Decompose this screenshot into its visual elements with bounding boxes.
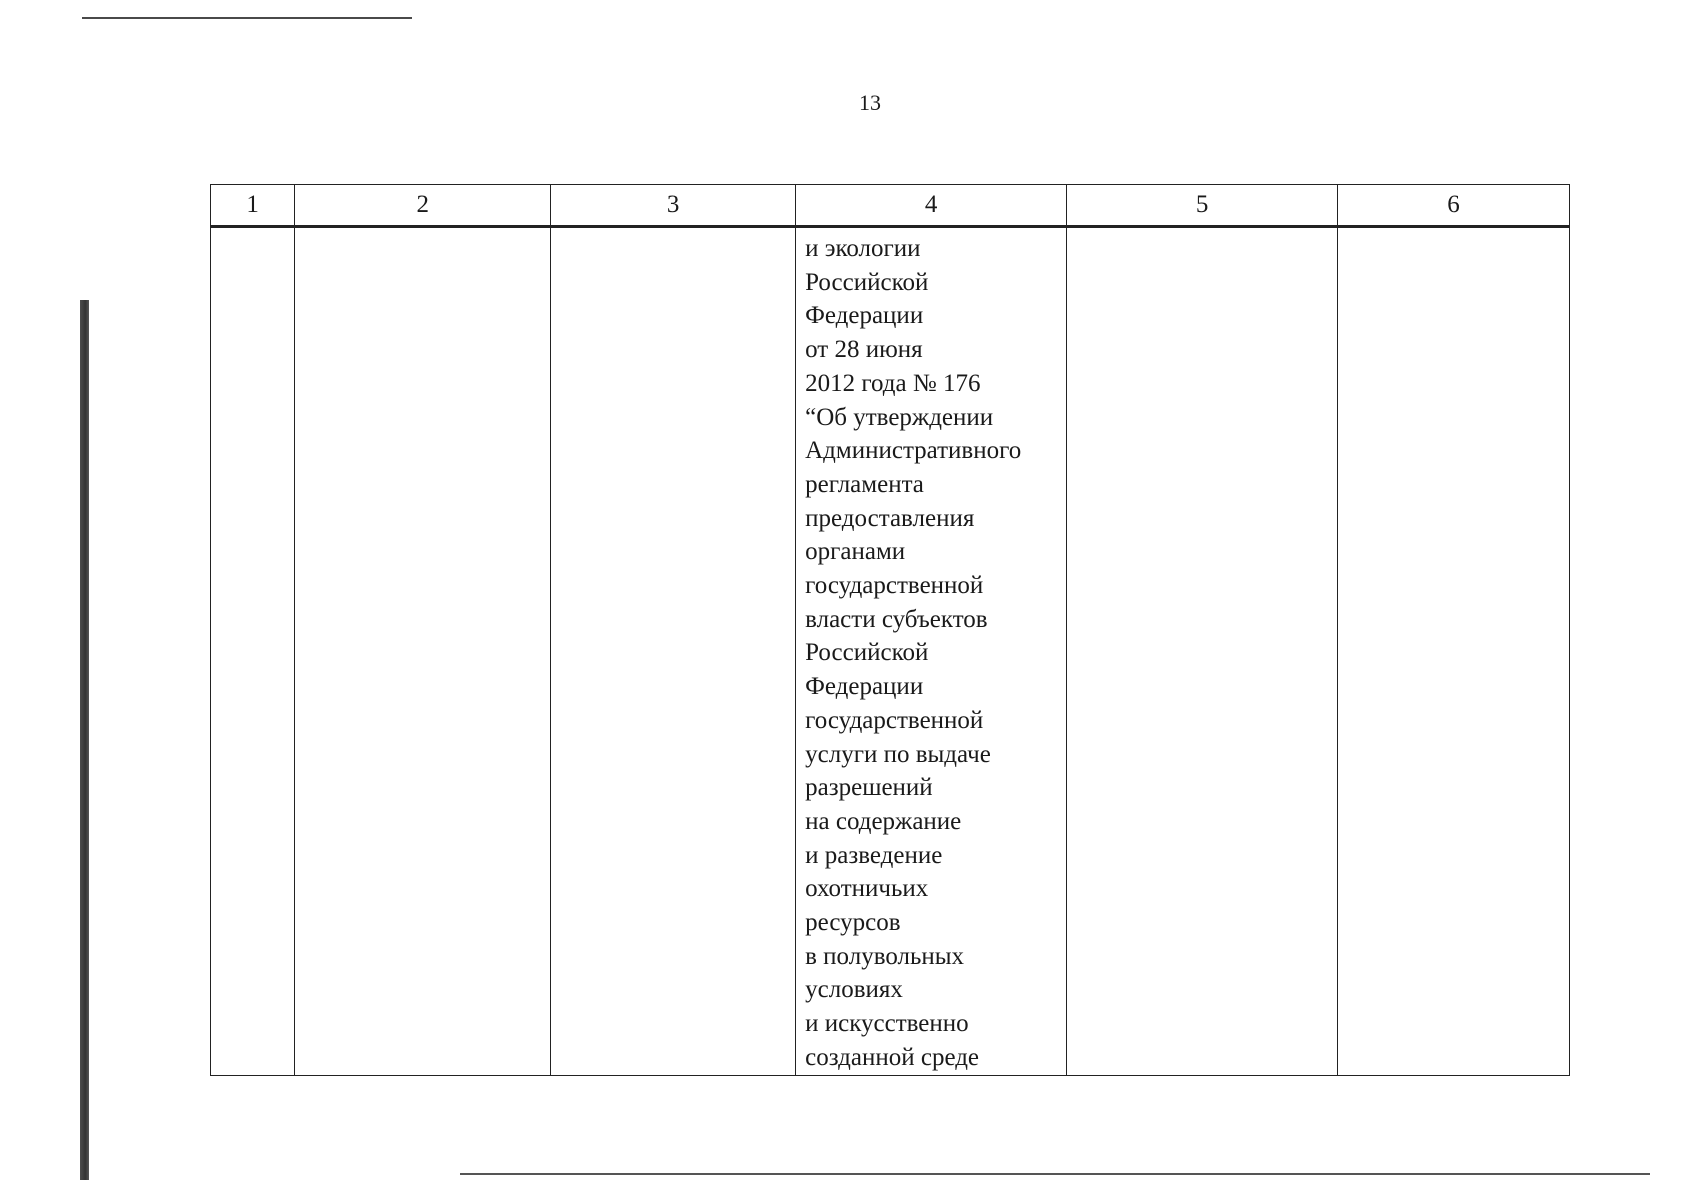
- page-number: 13: [859, 90, 881, 115]
- text-line: Российской: [805, 268, 929, 296]
- scan-artifact-bottom-line: [460, 1173, 1650, 1175]
- text-line: регламента: [805, 470, 924, 498]
- column-header-1: 1: [211, 185, 295, 227]
- legal-reference-text: [796, 228, 1066, 1075]
- text-line: услуги по выдаче: [805, 740, 991, 768]
- text-line: от 28 июня: [805, 336, 923, 364]
- text-line: Федерации: [805, 673, 924, 701]
- text-line: разрешений: [805, 774, 933, 802]
- column-header-6: 6: [1338, 185, 1570, 227]
- cell-col-3: [551, 227, 796, 1076]
- table-row: [211, 227, 1570, 1076]
- cell-col-1: [211, 227, 295, 1076]
- text-line: ресурсов: [805, 909, 901, 937]
- text-line: Административного: [805, 437, 1022, 465]
- scan-artifact-left-edge: [80, 300, 89, 1180]
- text-line: Федерации: [805, 302, 924, 330]
- column-header-5: 5: [1067, 185, 1338, 227]
- cell-col-6: [1338, 227, 1570, 1076]
- text-line: на содержание: [805, 807, 962, 835]
- column-header-4: 4: [796, 185, 1067, 227]
- cell-col-5: [1067, 227, 1338, 1076]
- scan-artifact-top-line: [82, 17, 412, 19]
- text-line: охотничьих: [805, 875, 929, 903]
- column-header-3: 3: [551, 185, 796, 227]
- text-line: органами: [805, 538, 906, 566]
- document-table: [210, 184, 1570, 1076]
- text-line: власти субъектов: [805, 605, 988, 633]
- text-line: и экологии: [805, 235, 921, 262]
- text-line: в полувольных: [805, 942, 965, 970]
- text-line: 2012 года № 176: [805, 369, 981, 397]
- text-line: государственной: [805, 706, 984, 734]
- text-line: условиях: [805, 976, 903, 1004]
- column-header-2: 2: [295, 185, 551, 227]
- text-line: предоставления: [805, 504, 975, 532]
- text-line: Российской: [805, 639, 929, 667]
- text-line: “Об утверждении: [805, 403, 994, 431]
- table-header-row: [211, 185, 1570, 227]
- cell-col-2: [295, 227, 551, 1076]
- text-line: и разведение: [805, 841, 943, 869]
- text-line: созданной среде: [805, 1043, 980, 1071]
- cell-col-4: [796, 227, 1067, 1076]
- text-line: и искусственно: [805, 1010, 969, 1038]
- text-line: государственной: [805, 572, 984, 600]
